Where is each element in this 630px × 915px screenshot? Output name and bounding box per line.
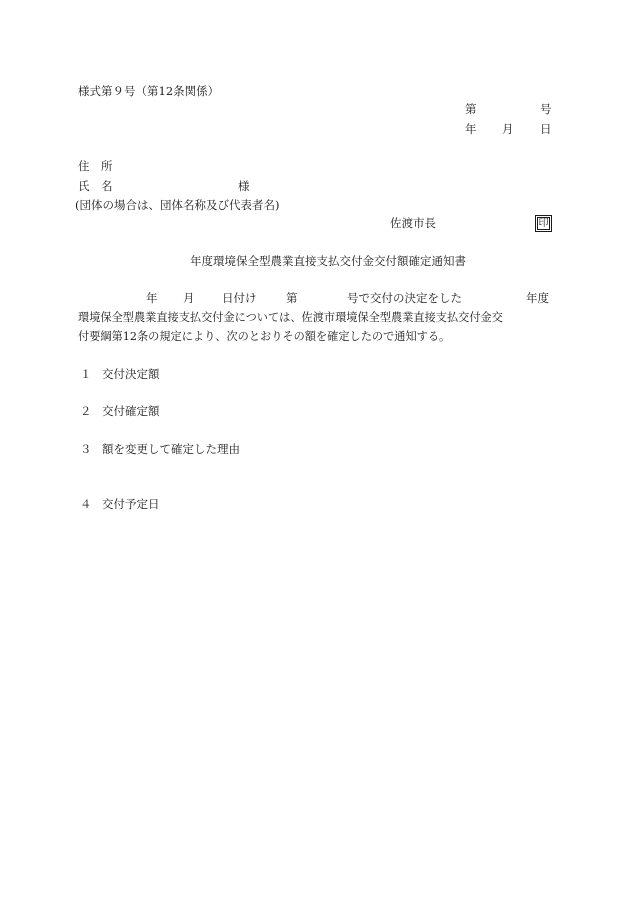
ref-go: 号: [540, 102, 552, 116]
body-dated: 日付け: [222, 291, 257, 305]
sama-honorific: 様: [238, 179, 250, 193]
address-label: 住 所: [78, 159, 113, 173]
document-title: 年度環境保全型農業直接支払交付金交付額確定通知書: [190, 254, 466, 268]
item-1-number: １: [80, 367, 92, 381]
body-decision-text: 号で交付の決定をした: [347, 291, 462, 305]
item-4-label: 交付予定日: [102, 497, 160, 511]
ref-dai: 第: [465, 102, 477, 116]
item-4-number: ４: [80, 497, 92, 511]
ref-month: 月: [502, 122, 514, 136]
item-2-label: 交付確定額: [102, 404, 160, 418]
ref-year: 年: [465, 122, 477, 136]
ref-day: 日: [540, 122, 552, 136]
item-3-label: 額を変更して確定した理由: [102, 442, 240, 456]
item-1-label: 交付決定額: [102, 367, 160, 381]
body-line-2: 環境保全型農業直接支払交付金については、佐渡市環境保全型農業直接支払交付金交: [78, 311, 503, 324]
issuer-title: 佐渡市長: [390, 216, 436, 230]
seal-stamp: [535, 215, 552, 232]
item-3-number: ３: [80, 442, 92, 456]
name-label: 氏 名: [78, 179, 113, 193]
body-nendo: 年度: [526, 291, 549, 305]
body-dai: 第: [286, 291, 298, 305]
form-label: 様式第９号（第12条関係）: [78, 84, 220, 98]
body-month: 月: [183, 291, 195, 305]
body-year: 年: [146, 291, 158, 305]
body-line-3: 付要綱第12条の規定により、次のとおりその額を確定したので通知する。: [78, 330, 451, 343]
seal-label: 印: [538, 218, 549, 229]
group-note: (団体の場合は、団体名称及び代表者名): [75, 198, 280, 212]
item-2-number: ２: [80, 404, 92, 418]
